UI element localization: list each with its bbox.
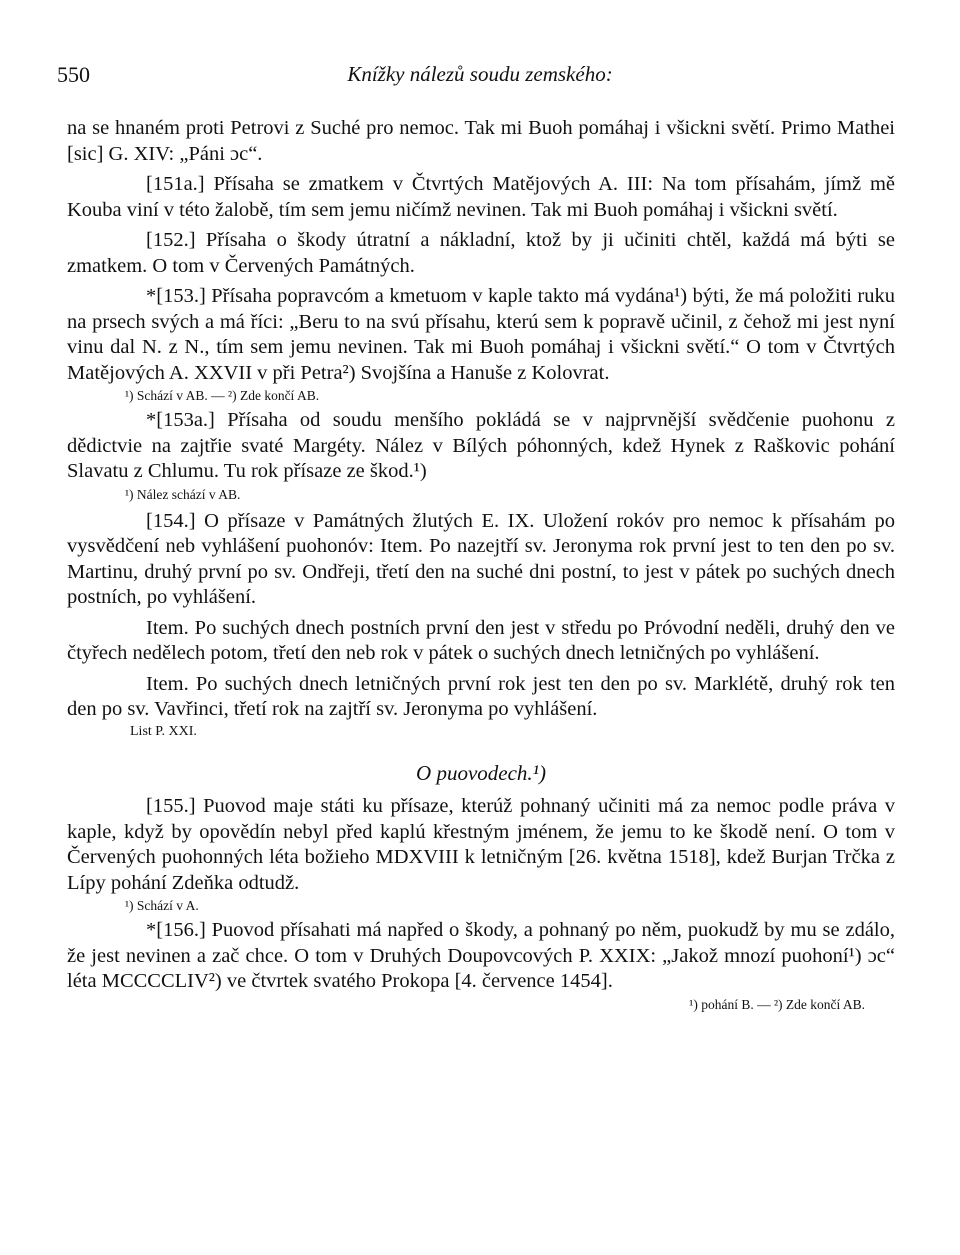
paragraph: [152.] Přísaha o škody útratní a nákladní, ktož by ji učiniti chtěl, každá má býti se zmatkem. O tom v Červených Památných. <box>67 229 895 277</box>
paragraph: [154.] O přísaze v Památných žlutých E. IX. Uložení rokóv pro nemoc k přísahám po vysvědčení neb vyhlášení puohonóv: Item. Po nazejtří sv. Jeronyma rok první jest to ten den po sv. Martinu, druhý první po sv. Ondřeji, třetí den na suché dni postní, to jest v pátek po suchých dnech postních, po vyhlášení. <box>67 509 895 608</box>
footnote: ¹) Schází v A. <box>125 898 199 913</box>
paragraph: na se hnaném proti Petrovi z Suché pro nemoc. Tak mi Buoh pomáhaj i všickni světí. Primo Mathei [sic] G. XIV: „Páni ɔc“. <box>67 117 895 165</box>
page-header <box>0 62 960 92</box>
footnote: ¹) pohání B. — ²) Zde končí AB. <box>689 996 865 1012</box>
paragraph: [155.] Puovod maje státi ku přísaze, kterúž pohnaný učiniti má za nemoc podle práva v kaple, když by opovědín nebyl před kaplú křestným jménem, že jemu to ke škodě není. O tom v Červených puohonných léta božieho MDXVIII k letničným [26. května 1518], kdež Burjan Trčka z Lípy pohání Zdeňka odtudž. <box>67 795 895 894</box>
paragraph: Item. Po suchých dnech postních první den jest v středu po Próvodní neděli, druhý den ve čtyřech nedělech potom, třetí den neb rok v pátek o suchých dnech letničných po vyhlášení. <box>67 616 895 664</box>
list-reference: List P. XXI. <box>130 723 197 739</box>
paragraph: *[153a.] Přísaha od soudu menšího pokládá se v najprvnější svědčenie puohonu z dědictvie na zajtřie svaté Margéty. Nález v Bílých póhonných, kdež Hynek z Raškovic pohání Slavatu z Chlumu. Tu rok přísaze ze škod.¹) <box>67 409 895 482</box>
section-heading: O puovodech.¹) <box>416 760 546 785</box>
footnote: ¹) Nález schází v AB. <box>125 486 241 502</box>
paragraph: [151a.] Přísaha se zmatkem v Čtvrtých Matějových A. III: Na tom přísahám, jímž mě Kouba viní v této žalobě, tím sem jemu ničímž nevinen. Tak mi Buoh pomáhaj i všickni světí. <box>67 173 895 221</box>
page-body <box>67 116 895 1017</box>
paragraph: Item. Po suchých dnech letničných první rok jest ten den po sv. Marklétě, druhý rok ten den po sv. Vavřinci, třetí rok na zajtří sv. Jeronyma po vyhlášení. <box>67 672 895 720</box>
paragraph: *[153.] Přísaha popravcóm a kmetuom v kaple takto má vydána¹) býti, že má položiti ruku na prsech svých a má říci: „Beru to na svú přísahu, kterú sem k popravě učinil, z čehož mi jest nyní vinu dal N. z N., tím sem jemu nevinen. Tak mi Buoh pomáhaj i všickni světí.“ O tom v Čtvrtých Matějových A. XXVII v při Petra²) Svojšína a Hanuše z Kolovrat. <box>67 285 895 384</box>
paragraph: *[156.] Puovod přísahati má napřed o škody, a pohnaný po něm, puokudž by mu se zdálo, že jest nevinen a zač chce. O tom v Druhých Doupovcových P. XXIX: „Jakož mnozí puohoní¹) ɔc“ léta MCCCCLIV²) ve čtvrtek svatého Prokopa [4. července 1454]. <box>67 919 895 992</box>
page-number: 550 <box>57 62 90 87</box>
running-title: Knížky nálezů soudu zemského: <box>347 62 613 86</box>
footnote: ¹) Schází v AB. — ²) Zde končí AB. <box>125 388 320 403</box>
